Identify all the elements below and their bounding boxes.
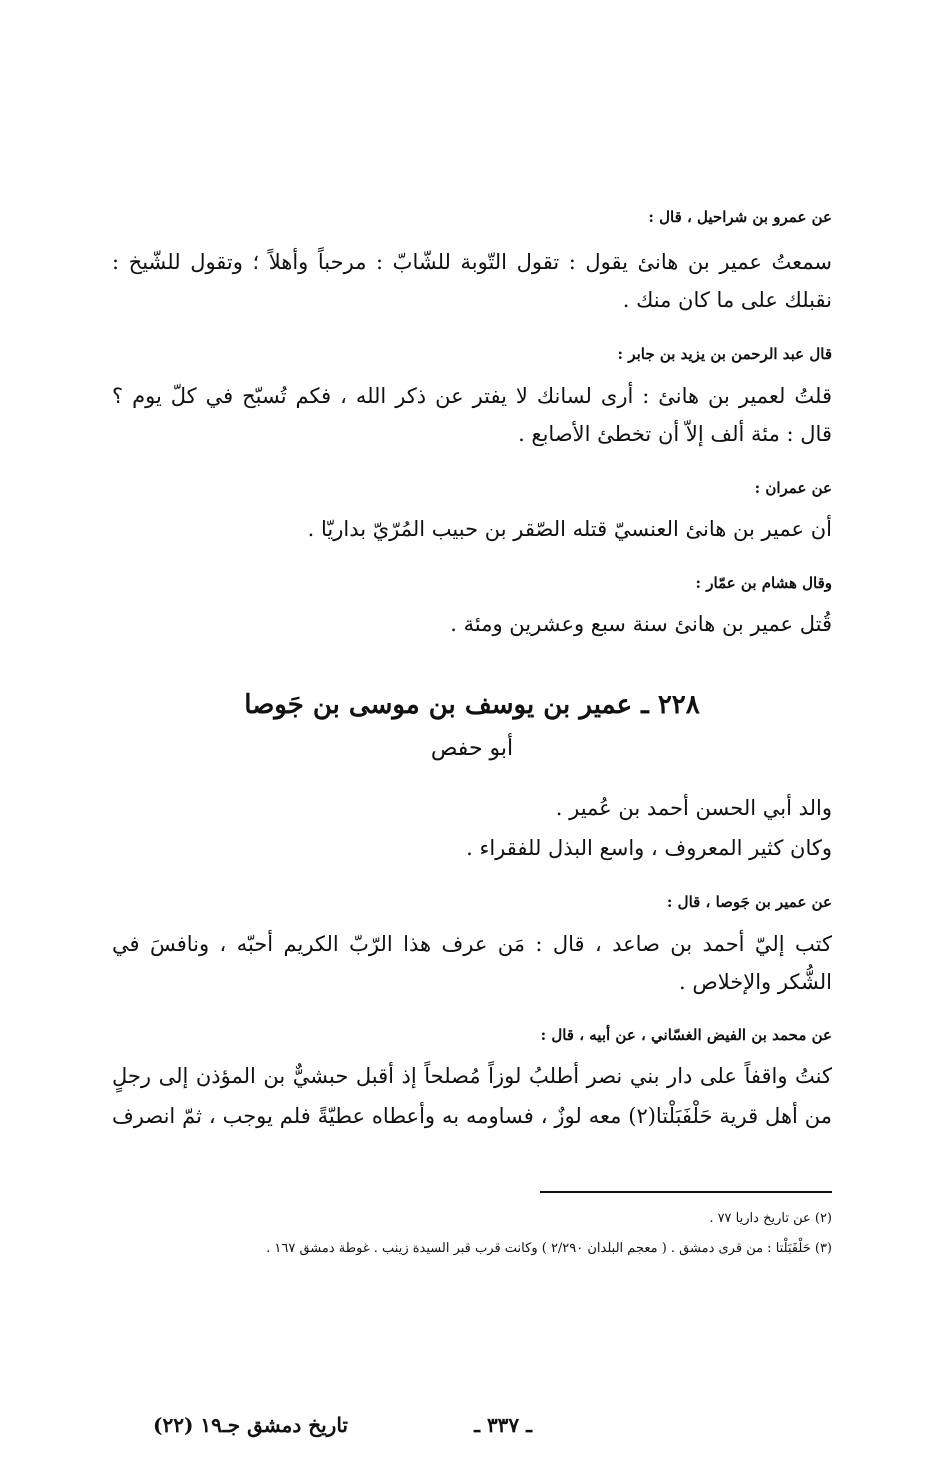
source-attribution: عن محمد بن الفيض الغسّاني ، عن أبيه ، قال : — [540, 1026, 832, 1044]
text-line: أن عمير بن هانئ العنسيّ قتله الصّقر بن حبيب المُرّيّ بداريّا . — [307, 517, 832, 541]
footnote-separator — [540, 1191, 832, 1193]
text-line: قلتُ لعمير بن هانئ : أرى لسانك لا يفتر عن ذكر الله ، فكم تُسبّح في كلّ يوم ؟ — [112, 384, 832, 408]
source-attribution: عن عمرو بن شراحيل ، قال : — [648, 208, 832, 226]
text-line: سمعتُ عمير بن هانئ يقول : تقول التّوبة للشّابّ : مرحباً وأهلاً ؛ وتقول للشّيخ : — [112, 250, 832, 274]
text-line: قال : مئة ألف إلاّ أن تخطئ الأصابع . — [518, 422, 832, 446]
text-line: قُتل عمير بن هانئ سنة سبع وعشرين ومئة . — [450, 612, 832, 636]
source-attribution: وقال هشام بن عمّار : — [695, 574, 832, 592]
entry-subtitle: أبو حفص — [430, 736, 514, 761]
page-number: ـ ٣٣٧ ـ — [474, 1413, 532, 1437]
book-title-footer: تاريخ دمشق جـ١٩ (٢٢) — [153, 1413, 348, 1437]
text-line: كتب إليّ أحمد بن صاعد ، قال : مَن عرف هذا الرّبّ الكريم أحبّه ، ونافسَ في — [112, 932, 832, 956]
text-line: الشُّكر والإخلاص . — [678, 970, 832, 994]
text-line: وكان كثير المعروف ، واسع البذل للفقراء . — [466, 836, 832, 860]
text-line: نقبلك على ما كان منك . — [622, 288, 832, 312]
entry-title: ٢٢٨ ـ عمير بن يوسف بن موسى بن جَوصا — [244, 690, 700, 720]
source-attribution: عن عمران : — [754, 479, 832, 497]
text-line: والد أبي الحسن أحمد بن عُمير . — [555, 796, 832, 820]
source-attribution: عن عمير بن جَوصا ، قال : — [666, 893, 832, 911]
footnote: (٣) حَلْفَبَلْتا : من قرى دمشق . ( معجم البلدان ٢/٢٩٠ ) وكانت قرب قبر السيدة زينب . غوطة دمشق ١٦٧ . — [266, 1241, 832, 1256]
source-attribution: قال عبد الرحمن بن يزيد بن جابر : — [617, 345, 832, 363]
text-line: كنتُ واقفاً على دار بني نصر أطلبُ لوزاً مُصلحاً إذ أقبل حبشيٌّ بن المؤذن إلى رجلٍ — [112, 1064, 832, 1088]
footnote: (٢) عن تاريخ داريا ٧٧ . — [709, 1211, 832, 1226]
text-line: من أهل قرية حَلْفَبَلْتا(٢) معه لوزٌ ، فساومه به وأعطاه عطيّةً فلم يوجب ، ثمّ انصرف — [112, 1104, 832, 1128]
